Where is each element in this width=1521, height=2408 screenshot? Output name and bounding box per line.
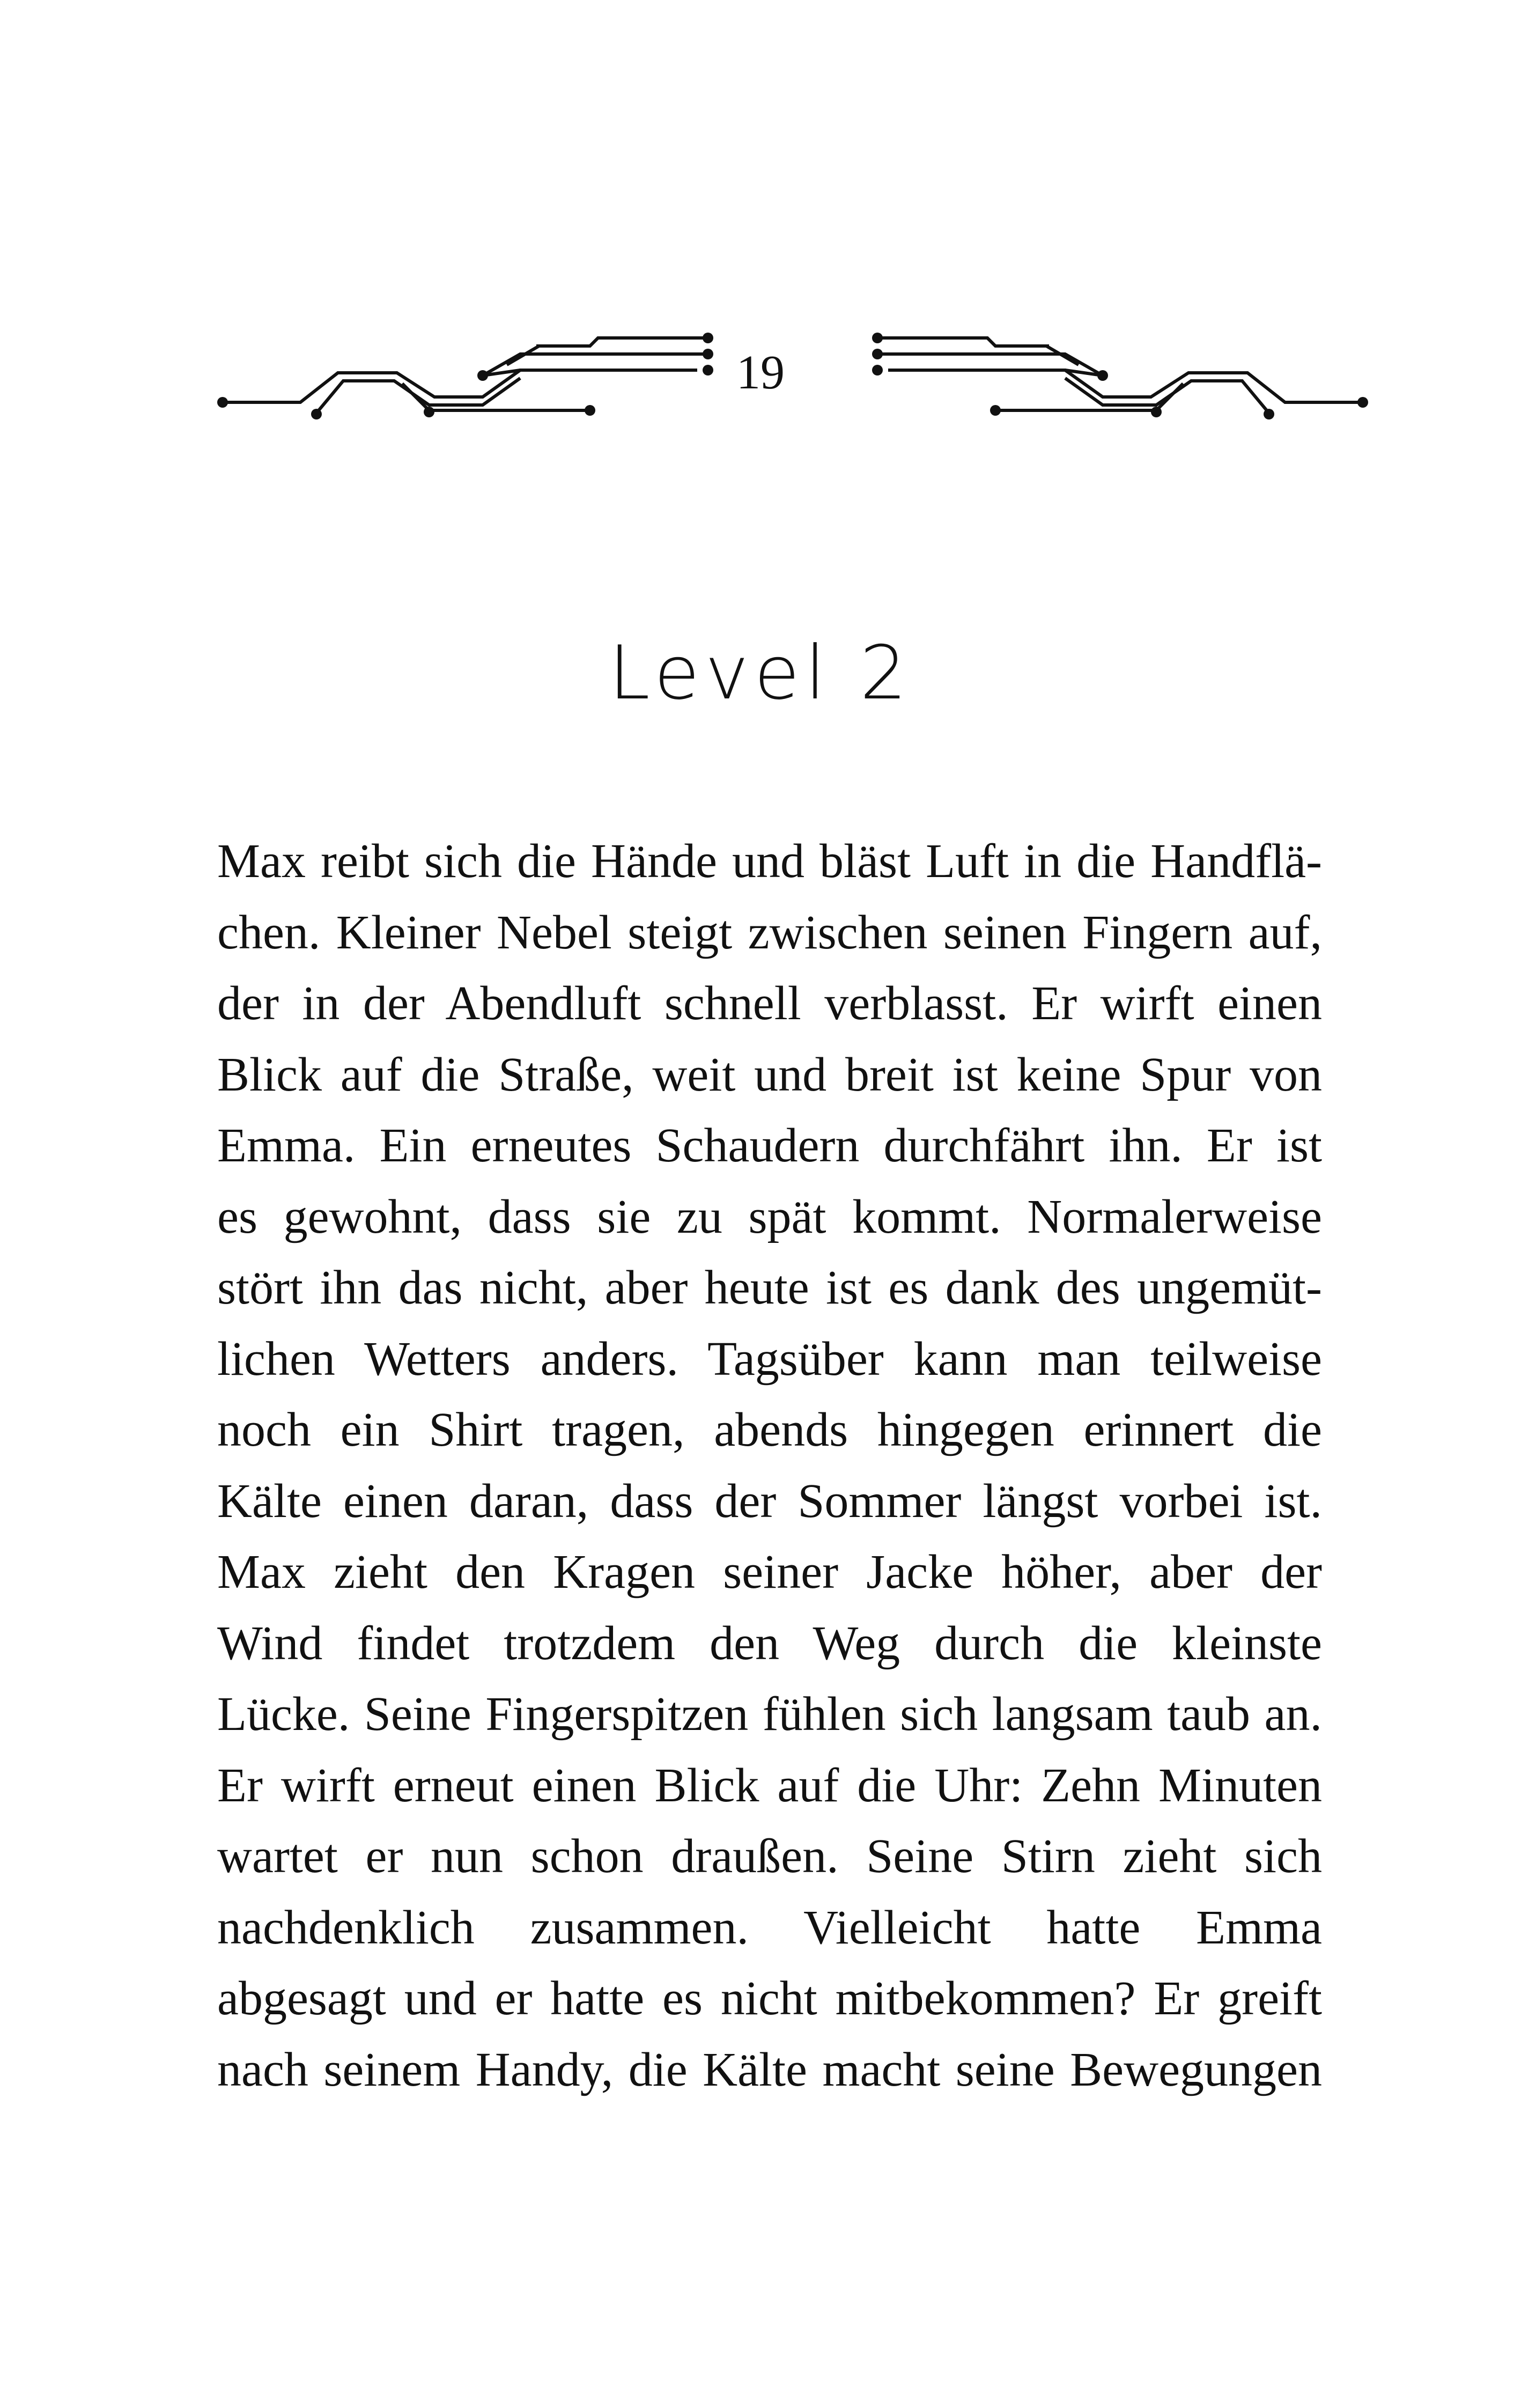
- chapter-title: Level 2: [609, 630, 912, 716]
- text-line: lichen Wetters anders. Tagsüber kann man teilweise: [217, 1332, 1322, 1386]
- text-line: stört ihn das nicht, aber heute ist es dank des ungemüt-: [217, 1261, 1322, 1314]
- text-line: Er wirft erneut einen Blick auf die Uhr: Zehn Minuten: [217, 1758, 1322, 1812]
- text-line: es gewohnt, dass sie zu spät kommt. Normalerweise: [217, 1190, 1322, 1243]
- text-line: nach seinem Handy, die Kälte macht seine Bewegungen: [217, 2043, 1322, 2096]
- text-line: abgesagt und er hatte es nicht mitbekommen? Er greift: [217, 1972, 1322, 2025]
- circuit-ornament-right-icon: [792, 322, 1382, 483]
- page-header: [0, 322, 1521, 483]
- text-line: Emma. Ein erneutes Schaudern durchfährt ihn. Er ist: [217, 1119, 1322, 1172]
- body-text: [217, 826, 1322, 2105]
- text-line: chen. Kleiner Nebel steigt zwischen seinen Fingern auf,: [217, 905, 1322, 959]
- text-line: wartet er nun schon draußen. Seine Stirn zieht sich: [217, 1830, 1322, 1883]
- text-line: Max zieht den Kragen seiner Jacke höher, aber der: [217, 1545, 1322, 1599]
- text-line: Max reibt sich die Hände und bläst Luft in die Handflä-: [217, 835, 1322, 888]
- text-line: Blick auf die Straße, weit und breit ist keine Spur von: [217, 1048, 1322, 1101]
- text-line: Lücke. Seine Fingerspitzen fühlen sich langsam taub an.: [217, 1688, 1322, 1741]
- circuit-ornament-left: [204, 322, 794, 483]
- page-number: 19: [736, 346, 785, 399]
- text-line: Kälte einen daran, dass der Sommer längst vorbei ist.: [217, 1474, 1322, 1528]
- text-line: noch ein Shirt tragen, abends hingegen erinnert die: [217, 1403, 1322, 1456]
- text-line: nachdenklich zusammen. Vielleicht hatte Emma: [217, 1901, 1322, 1954]
- text-line: der in der Abendluft schnell verblasst. Er wirft einen: [217, 977, 1322, 1030]
- text-line: Wind findet trotzdem den Weg durch die kleinste: [217, 1616, 1322, 1670]
- circuit-ornament-left-icon: [204, 322, 794, 483]
- circuit-ornament-right: [792, 322, 1382, 483]
